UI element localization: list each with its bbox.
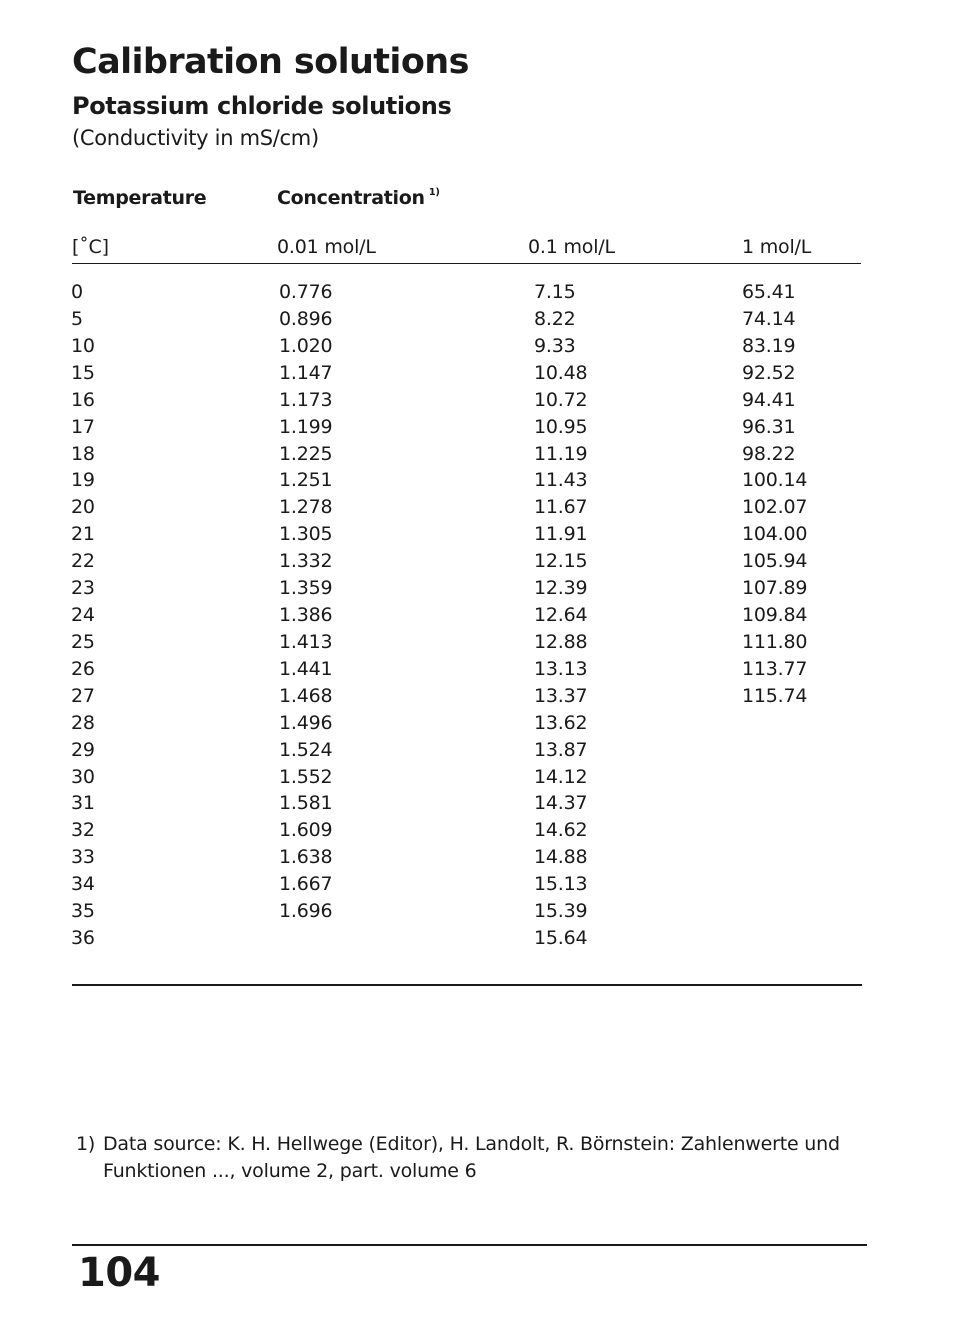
conductivity-0-01-cell: 1.441	[279, 657, 333, 680]
conductivity-0-01-cell: 0.776	[279, 281, 333, 303]
conductivity-0-1-cell: 9.33	[534, 334, 576, 357]
temperature-cell: 32	[71, 819, 95, 842]
footer-rule	[72, 1244, 867, 1246]
conductivity-0-01-cell: 0.896	[279, 307, 333, 330]
conductivity-0-1-cell: 11.91	[534, 523, 588, 546]
temperature-cell: 29	[71, 738, 95, 761]
temperature-cell: 35	[71, 900, 95, 923]
table-row	[0, 683, 954, 710]
conductivity-0-1-cell: 15.39	[534, 900, 588, 923]
table-row	[0, 387, 954, 414]
conductivity-0-01-cell: 1.020	[279, 334, 333, 357]
table-row	[0, 441, 954, 468]
conductivity-0-1-cell: 14.88	[534, 846, 588, 869]
conductivity-1-cell: 113.77	[742, 657, 808, 680]
table-row	[0, 279, 954, 306]
footnote-text: Data source: K. H. Hellwege (Editor), H. Landolt, R. Börnstein: Zahlenwerte und Funktionen ..., volume 2, part. volume 6	[103, 1133, 840, 1182]
page-title: Calibration solutions	[72, 42, 469, 82]
temperature-unit: [˚C]	[72, 236, 109, 258]
concentration-unit-1: 1 mol/L	[742, 236, 812, 258]
conductivity-1-cell: 104.00	[742, 523, 808, 546]
table-row	[0, 602, 954, 629]
table-row	[0, 737, 954, 764]
conductivity-0-1-cell: 12.39	[534, 577, 588, 600]
temperature-cell: 21	[71, 523, 95, 546]
table-row	[0, 656, 954, 683]
concentration-header-label: Concentration	[277, 187, 425, 209]
conductivity-1-cell: 74.14	[742, 307, 796, 330]
temperature-cell: 30	[71, 765, 95, 788]
conductivity-0-1-cell: 13.87	[534, 738, 588, 761]
table-row	[0, 790, 954, 817]
conductivity-0-1-cell: 12.64	[534, 604, 588, 627]
conductivity-0-1-cell: 7.15	[534, 281, 576, 303]
concentration-unit-0-1: 0.1 mol/L	[528, 236, 615, 258]
table-row	[0, 898, 954, 925]
conductivity-0-01-cell: 1.225	[279, 442, 333, 465]
temperature-cell: 36	[71, 927, 95, 950]
conductivity-1-cell: 65.41	[742, 281, 796, 303]
conductivity-1-cell: 92.52	[742, 361, 796, 384]
temperature-cell: 28	[71, 711, 95, 734]
temperature-cell: 31	[71, 792, 95, 815]
table-row	[0, 521, 954, 548]
temperature-cell: 0	[71, 281, 83, 303]
conductivity-0-1-cell: 10.72	[534, 388, 588, 411]
temperature-column-header: Temperature	[73, 187, 207, 209]
conductivity-0-1-cell: 15.13	[534, 873, 588, 896]
conductivity-0-01-cell: 1.278	[279, 496, 333, 519]
conductivity-0-01-cell: 1.524	[279, 738, 333, 761]
conductivity-0-1-cell: 13.62	[534, 711, 588, 734]
table-row	[0, 414, 954, 441]
conductivity-1-cell: 96.31	[742, 415, 796, 438]
conductivity-0-1-cell: 11.67	[534, 496, 588, 519]
conductivity-0-01-cell: 1.147	[279, 361, 333, 384]
temperature-cell: 17	[71, 415, 95, 438]
table-bottom-rule	[72, 984, 862, 986]
table-row	[0, 871, 954, 898]
conductivity-0-01-cell: 1.359	[279, 577, 333, 600]
conductivity-0-01-cell: 1.468	[279, 684, 333, 707]
temperature-cell: 18	[71, 442, 95, 465]
conductivity-0-01-cell: 1.199	[279, 415, 333, 438]
conductivity-0-01-cell: 1.496	[279, 711, 333, 734]
conductivity-0-1-cell: 14.62	[534, 819, 588, 842]
conductivity-1-cell: 109.84	[742, 604, 808, 627]
conductivity-0-1-cell: 12.88	[534, 630, 588, 653]
footnote-marker: 1)	[76, 1133, 96, 1155]
conductivity-1-cell: 115.74	[742, 684, 808, 707]
temperature-cell: 34	[71, 873, 95, 896]
table-row	[0, 764, 954, 791]
temperature-cell: 25	[71, 630, 95, 653]
table-row	[0, 710, 954, 737]
temperature-cell: 5	[71, 307, 83, 330]
conductivity-0-01-cell: 1.696	[279, 900, 333, 923]
page-number: 104	[78, 1250, 160, 1296]
conductivity-0-01-cell: 1.581	[279, 792, 333, 815]
table-row	[0, 629, 954, 656]
conductivity-0-1-cell: 10.95	[534, 415, 588, 438]
conductivity-0-1-cell: 14.37	[534, 792, 588, 815]
table-row	[0, 494, 954, 521]
temperature-cell: 20	[71, 496, 95, 519]
table-row	[0, 925, 954, 952]
temperature-cell: 24	[71, 604, 95, 627]
conductivity-0-1-cell: 10.48	[534, 361, 588, 384]
conductivity-1-cell: 105.94	[742, 550, 808, 573]
conductivity-0-01-cell: 1.332	[279, 550, 333, 573]
temperature-cell: 26	[71, 657, 95, 680]
table-row	[0, 844, 954, 871]
conductivity-0-01-cell: 1.251	[279, 469, 333, 492]
temperature-cell: 10	[71, 334, 95, 357]
table-row	[0, 548, 954, 575]
table-row	[0, 306, 954, 333]
conductivity-0-01-cell: 1.552	[279, 765, 333, 788]
temperature-cell: 23	[71, 577, 95, 600]
conductivity-0-01-cell: 1.413	[279, 630, 333, 653]
conductivity-0-01-cell: 1.667	[279, 873, 333, 896]
footnote-reference: 1)	[428, 187, 440, 198]
temperature-cell: 19	[71, 469, 95, 492]
conductivity-0-1-cell: 13.37	[534, 684, 588, 707]
conductivity-0-01-cell: 1.609	[279, 819, 333, 842]
conductivity-0-1-cell: 11.43	[534, 469, 588, 492]
temperature-cell: 16	[71, 388, 95, 411]
conductivity-0-01-cell: 1.173	[279, 388, 333, 411]
header-divider	[72, 263, 861, 264]
conductivity-0-1-cell: 13.13	[534, 657, 588, 680]
table-row	[0, 467, 954, 494]
units-note: (Conductivity in mS/cm)	[72, 126, 319, 150]
concentration-unit-0-01: 0.01 mol/L	[277, 236, 376, 258]
conductivity-0-01-cell: 1.305	[279, 523, 333, 546]
concentration-column-header	[277, 187, 440, 209]
table-row	[0, 817, 954, 844]
temperature-cell: 15	[71, 361, 95, 384]
table-row	[0, 360, 954, 387]
conductivity-1-cell: 107.89	[742, 577, 808, 600]
conductivity-0-1-cell: 15.64	[534, 927, 588, 950]
temperature-cell: 22	[71, 550, 95, 573]
page-subtitle: Potassium chloride solutions	[72, 92, 452, 120]
conductivity-0-1-cell: 8.22	[534, 307, 576, 330]
temperature-cell: 27	[71, 684, 95, 707]
table-row	[0, 333, 954, 360]
conductivity-1-cell: 94.41	[742, 388, 796, 411]
conductivity-1-cell: 100.14	[742, 469, 808, 492]
conductivity-0-1-cell: 12.15	[534, 550, 588, 573]
conductivity-1-cell: 83.19	[742, 334, 796, 357]
conductivity-1-cell: 98.22	[742, 442, 796, 465]
conductivity-0-01-cell: 1.638	[279, 846, 333, 869]
conductivity-1-cell: 102.07	[742, 496, 808, 519]
table-row	[0, 575, 954, 602]
temperature-cell: 33	[71, 846, 95, 869]
conductivity-1-cell: 111.80	[742, 630, 808, 653]
conductivity-0-01-cell: 1.386	[279, 604, 333, 627]
conductivity-0-1-cell: 11.19	[534, 442, 588, 465]
conductivity-0-1-cell: 14.12	[534, 765, 588, 788]
